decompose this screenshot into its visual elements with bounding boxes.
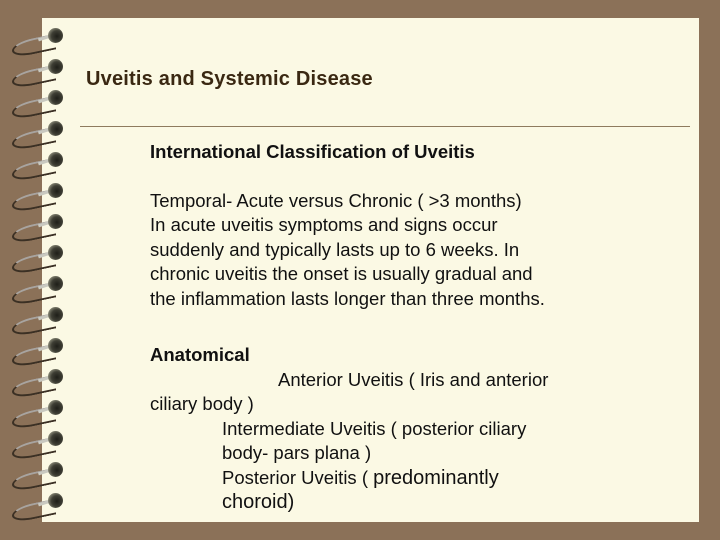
section-heading-anatomical: Anatomical <box>150 344 250 365</box>
slide-body <box>150 140 610 515</box>
spiral-ring-icon <box>10 96 70 118</box>
body-line: In acute uveitis symptoms and signs occur <box>150 214 498 235</box>
spiral-ring-icon <box>10 499 70 521</box>
body-line: the inflammation lasts longer than three months. <box>150 287 545 309</box>
spiral-ring-icon <box>10 375 70 397</box>
title-divider <box>80 126 690 127</box>
spiral-ring-icon <box>10 468 70 490</box>
body-line: chronic uveitis the onset is usually gradual and <box>150 263 533 284</box>
posterior-uveitis-detail: predominantly <box>373 466 499 489</box>
section-heading-classification: International Classification of Uveitis <box>150 141 475 162</box>
anterior-uveitis-line: Anterior Uveitis ( Iris and anterior <box>278 368 549 390</box>
body-line: suddenly and typically lasts up to 6 weeks. In <box>150 238 520 260</box>
spiral-ring-icon <box>10 282 70 304</box>
temporal-line: Temporal- Acute versus Chronic ( >3 months) <box>150 189 522 211</box>
posterior-uveitis-continuation: choroid) <box>222 491 295 513</box>
spiral-ring-icon <box>10 344 70 366</box>
spiral-ring-icon <box>10 220 70 242</box>
spiral-ring-icon <box>10 251 70 273</box>
spiral-binding <box>0 0 80 540</box>
spiral-ring-icon <box>10 406 70 428</box>
intermediate-uveitis-continuation: body- pars plana ) <box>222 442 372 463</box>
posterior-uveitis-line <box>150 466 610 491</box>
posterior-uveitis-prefix: Posterior Uveitis ( <box>222 466 374 488</box>
spiral-ring-icon <box>10 127 70 149</box>
spiral-ring-icon <box>10 65 70 87</box>
spiral-ring-icon <box>10 313 70 335</box>
intermediate-uveitis-line: Intermediate Uveitis ( posterior ciliary <box>222 417 527 439</box>
spiral-ring-icon <box>10 158 70 180</box>
spiral-ring-icon <box>10 437 70 459</box>
spiral-ring-icon <box>10 34 70 56</box>
spiral-ring-icon <box>10 189 70 211</box>
anterior-uveitis-continuation: ciliary body ) <box>150 393 254 414</box>
slide-title: Uveitis and Systemic Disease <box>86 68 373 90</box>
